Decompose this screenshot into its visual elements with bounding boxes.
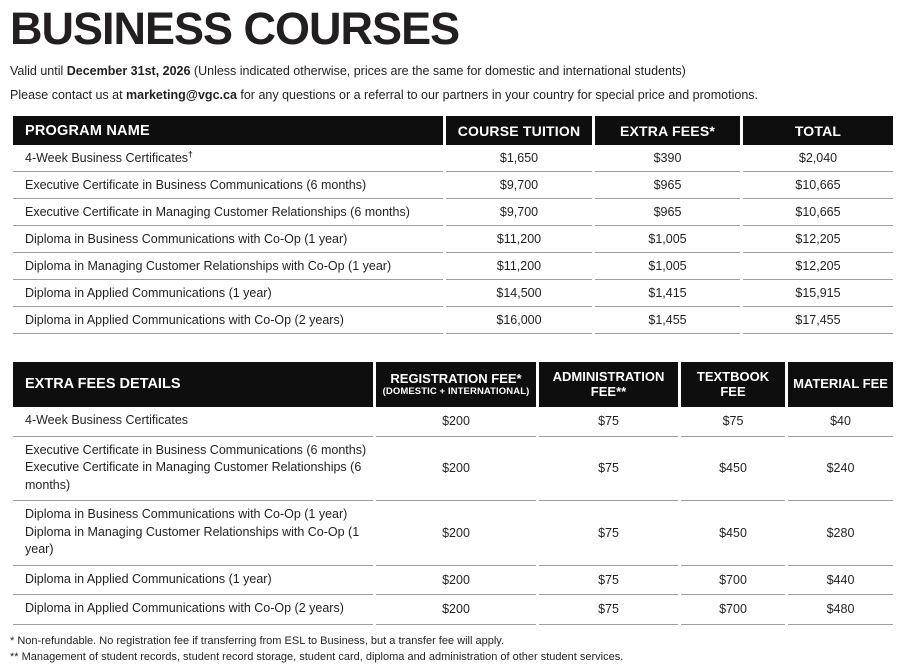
program-name-cell: Diploma in Managing Customer Relationships with Co-Op (1 year) [13,253,443,280]
total-cell: $10,665 [743,199,893,226]
col-header-course-tuition: COURSE TUITION [446,116,592,145]
registration-fee-label: REGISTRATION FEE* [390,370,522,386]
col-header-extra-fees-details: EXTRA FEES DETAILS [13,362,373,407]
material-fee-cell: $440 [788,566,893,596]
registration-fee-cell: $200 [376,407,536,437]
table-row [13,407,893,437]
extra-fees-cell: $1,005 [595,226,740,253]
col-header-total: TOTAL [743,116,893,145]
col-header-material-fee: MATERIAL FEE [788,362,893,407]
program-line: Diploma in Managing Customer Relationships with Co-Op (1 year) [25,524,360,557]
textbook-fee-cell: $700 [681,566,785,596]
total-cell: $15,915 [743,280,893,307]
extra-fees-cell: $965 [595,199,740,226]
table-row [13,280,893,307]
program-line: Executive Certificate in Business Communications (6 months) [25,442,367,457]
extra-fees-table [10,362,896,625]
material-fee-cell: $240 [788,437,893,502]
extra-fees-cell: $1,005 [595,253,740,280]
table-row [13,226,893,253]
program-name-cell [13,566,373,596]
table-row [13,199,893,226]
course-tuition-cell: $9,700 [446,199,592,226]
extra-fees-cell: $390 [595,145,740,172]
contact-email: marketing@vgc.ca [126,87,237,102]
table-row [13,501,893,566]
total-cell: $2,040 [743,145,893,172]
programs-table [10,116,896,334]
program-name-cell [13,501,373,566]
col-header-textbook-fee: TEXTBOOK FEE [681,362,785,407]
material-fee-cell: $480 [788,595,893,625]
program-name-cell: Executive Certificate in Managing Customer Relationships (6 months) [13,199,443,226]
table-row [13,253,893,280]
contact-note-post: for any questions or a referral to our partners in your country for special price and promotions. [236,87,758,102]
administration-fee-cell: $75 [539,437,678,502]
footnote-administration: ** Management of student records, student record storage, student card, diploma and administration of other student services. [10,651,624,664]
extra-fees-cell: $1,415 [595,280,740,307]
material-fee-cell: $280 [788,501,893,566]
extra-fees-table-header-row [13,362,893,407]
registration-fee-sublabel: (DOMESTIC + INTERNATIONAL) [382,385,530,397]
extra-fees-cell: $1,455 [595,307,740,334]
registration-fee-cell: $200 [376,501,536,566]
footnote-marker: † [188,149,193,160]
program-name-cell: Diploma in Applied Communications (1 year) [13,280,443,307]
col-header-registration-fee [376,362,536,407]
course-tuition-cell: $9,700 [446,172,592,199]
registration-fee-cell: $200 [376,595,536,625]
course-tuition-cell: $11,200 [446,226,592,253]
course-tuition-cell: $1,650 [446,145,592,172]
program-name-cell: Diploma in Applied Communications with Co-Op (2 years) [13,307,443,334]
textbook-fee-cell: $75 [681,407,785,437]
registration-fee-cell: $200 [376,437,536,502]
col-header-extra-fees: EXTRA FEES* [595,116,740,145]
col-header-administration-fee: ADMINISTRATION FEE** [539,362,678,407]
validity-note [10,64,896,80]
validity-date: December 31st, 2026 [66,64,191,78]
course-tuition-cell: $16,000 [446,307,592,334]
program-line: Diploma in Business Communications with Co-Op (1 year) [25,507,348,522]
administration-fee-cell: $75 [539,566,678,596]
program-name-cell [13,437,373,502]
program-name-cell [13,407,373,437]
extra-fees-cell: $965 [595,172,740,199]
program-name-cell [13,595,373,625]
program-name-cell: Diploma in Business Communications with Co-Op (1 year) [13,226,443,253]
footnote-registration: * Non-refundable. No registration fee if transferring from ESL to Business, but a transfer fee will apply. [10,634,505,647]
programs-table-header-row [13,116,893,145]
program-line: Diploma in Applied Communications (1 year) [25,571,272,586]
program-name: 4-Week Business Certificates [25,151,189,166]
course-tuition-cell: $14,500 [446,280,592,307]
table-row [13,595,893,625]
contact-note [10,88,896,104]
program-line: Diploma in Applied Communications with Co-Op (2 years) [25,601,344,616]
total-cell: $12,205 [743,253,893,280]
administration-fee-cell: $75 [539,407,678,437]
administration-fee-cell: $75 [539,595,678,625]
textbook-fee-cell: $700 [681,595,785,625]
table-row [13,307,893,334]
total-cell: $17,455 [743,307,893,334]
table-row [13,566,893,596]
col-header-program-name: PROGRAM NAME [13,116,443,145]
validity-note-post: (Unless indicated otherwise, prices are the same for domestic and international students) [190,64,686,78]
administration-fee-cell: $75 [539,501,678,566]
total-cell: $12,205 [743,226,893,253]
registration-fee-cell: $200 [376,566,536,596]
validity-note-pre: Valid until [10,64,67,78]
textbook-fee-cell: $450 [681,501,785,566]
program-line: 4-Week Business Certificates [25,413,189,428]
program-line: Executive Certificate in Managing Customer Relationships (6 months) [25,460,362,492]
total-cell: $10,665 [743,172,893,199]
program-name-cell [13,145,443,172]
page-title: BUSINESS COURSES [10,3,460,54]
course-tuition-cell: $11,200 [446,253,592,280]
table-row [13,437,893,502]
material-fee-cell: $40 [788,407,893,437]
textbook-fee-cell: $450 [681,437,785,502]
footnotes [10,634,896,664]
table-row [13,145,893,172]
program-name-cell: Executive Certificate in Business Communications (6 months) [13,172,443,199]
table-row [13,172,893,199]
contact-note-pre: Please contact us at [10,87,127,102]
